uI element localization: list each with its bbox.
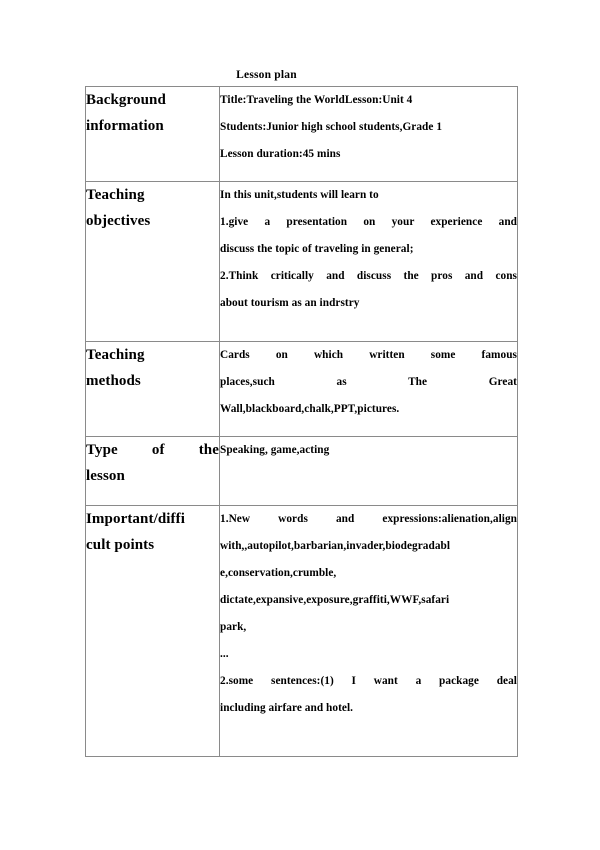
content-block [220, 506, 517, 722]
label-line: Type of the [86, 442, 219, 458]
row-label-teaching-methods [86, 342, 220, 437]
content-block [220, 342, 517, 423]
content-line: dictate,expansive,exposure,graffiti,WWF,safari [220, 594, 450, 606]
content-block [220, 437, 517, 464]
content-line: 1.New words and expressions:alienation,align [220, 513, 517, 525]
content-line: including airfare and hotel. [220, 702, 354, 714]
row-content-teaching-objectives [220, 182, 518, 342]
label-line: Background [86, 92, 166, 108]
content-line: Lesson duration:45 mins [220, 148, 341, 160]
label-line: methods [86, 373, 141, 389]
content-block [220, 182, 517, 317]
content-line: Speaking, game,acting [220, 444, 330, 456]
table-row-teaching-methods [86, 342, 518, 437]
row-label-background-information [86, 87, 220, 182]
table-row-background-information [86, 87, 518, 182]
content-line: e,conservation,crumble, [220, 567, 337, 579]
content-line: 2.Think critically and discuss the pros and cons [220, 270, 517, 282]
row-content-important-difficult-points [220, 506, 518, 757]
content-block [220, 87, 517, 168]
content-line: discuss the topic of traveling in general; [220, 243, 414, 255]
content-line: places,such as The Great [220, 376, 517, 388]
content-line: park, [220, 621, 247, 633]
content-line: Wall,blackboard,chalk,PPT,pictures. [220, 403, 400, 415]
content-line: with,,autopilot,barbarian,invader,biodegradabl [220, 540, 451, 552]
row-content-teaching-methods [220, 342, 518, 437]
label-line: Teaching [86, 187, 145, 203]
row-content-background-information [220, 87, 518, 182]
label-line: Teaching [86, 347, 145, 363]
row-label-type-of-lesson [86, 437, 220, 506]
lesson-plan-table [85, 86, 518, 757]
label-line: cult points [86, 537, 155, 553]
label-line: information [86, 118, 164, 134]
content-line: ... [220, 648, 229, 660]
content-line: In this unit,students will learn to [220, 189, 379, 201]
row-content-type-of-lesson [220, 437, 518, 506]
content-line: Students:Junior high school students,Grade 1 [220, 121, 443, 133]
content-line: 2.some sentences:(1) I want a package deal [220, 675, 517, 687]
page-title: Lesson plan [236, 69, 297, 81]
label-line: lesson [86, 468, 125, 484]
label-line: Important/diffi [86, 511, 185, 527]
table-row-teaching-objectives [86, 182, 518, 342]
row-label-teaching-objectives [86, 182, 220, 342]
table-row-type-of-lesson [86, 437, 518, 506]
content-line: 1.give a presentation on your experience and [220, 216, 517, 228]
content-line: Cards on which written some famous [220, 349, 517, 361]
content-line: about tourism as an indrstry [220, 297, 360, 309]
table-row-important-difficult-points [86, 506, 518, 757]
label-line: objectives [86, 213, 151, 229]
content-line: Title:Traveling the WorldLesson:Unit 4 [220, 94, 413, 106]
row-label-important-difficult-points [86, 506, 220, 757]
